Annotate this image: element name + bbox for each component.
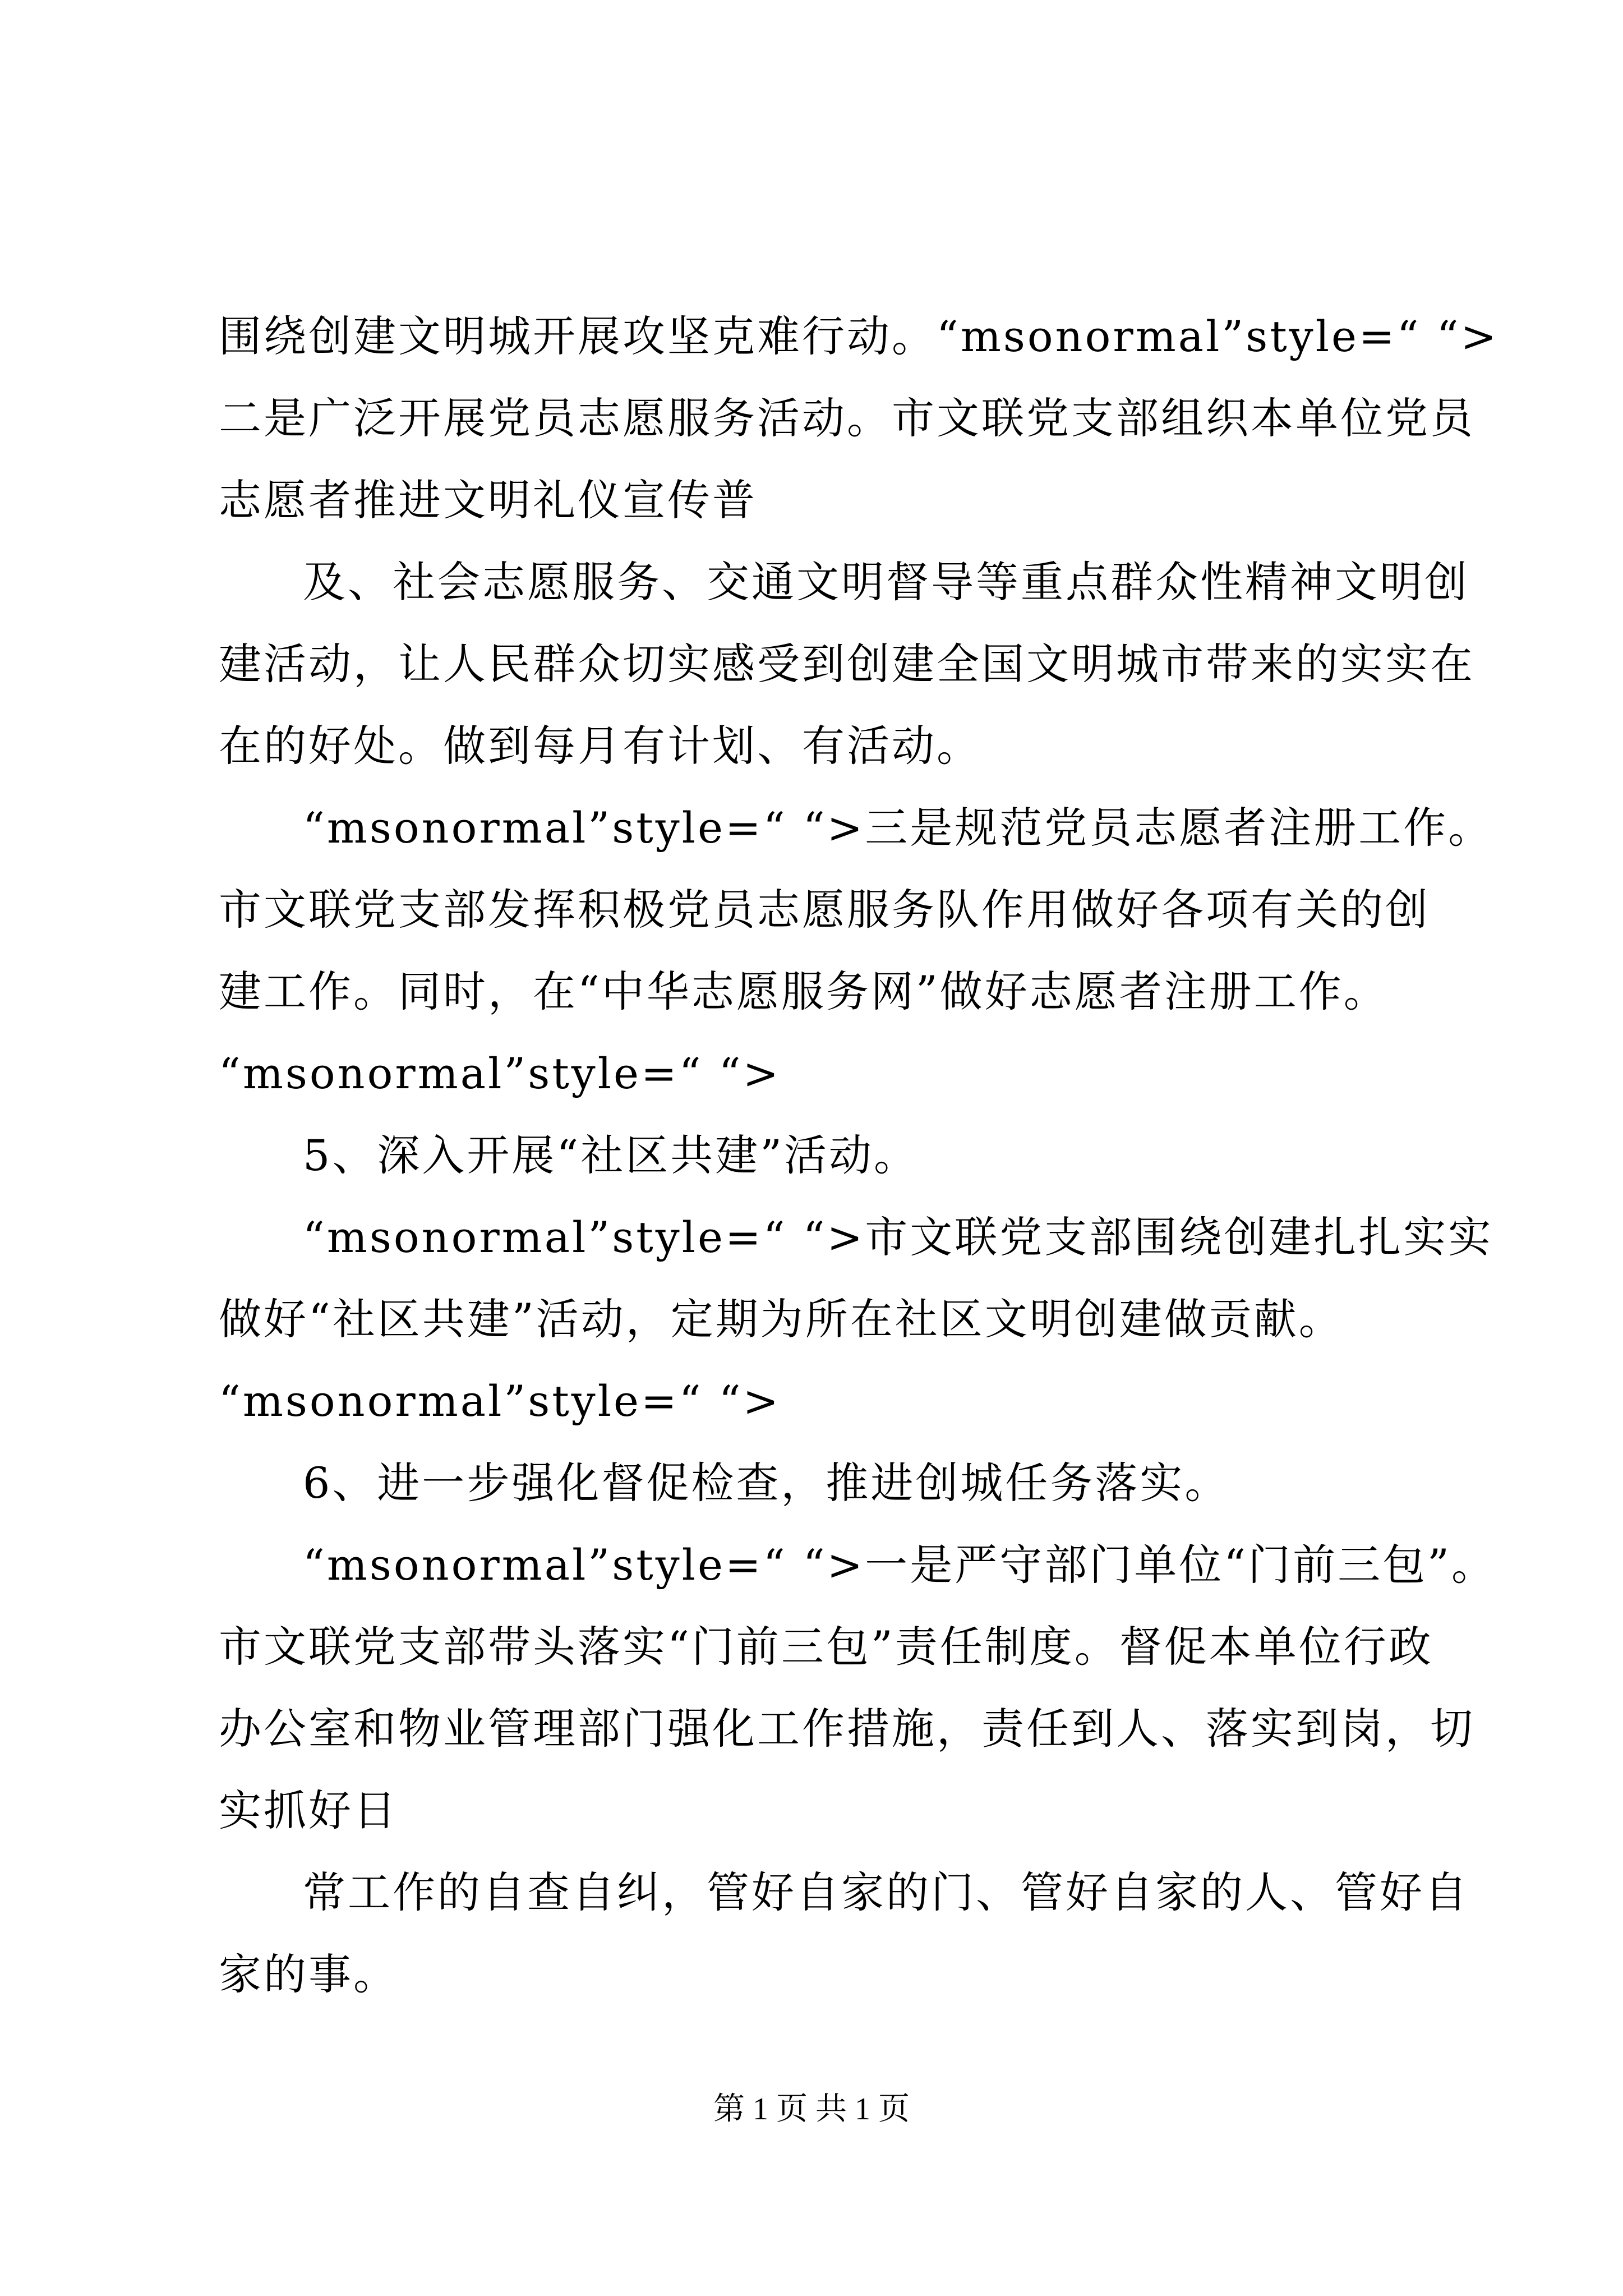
text-line: 建工作。同时，在“中华志愿服务网”做好志愿者注册工作。 (219, 967, 1389, 1016)
text-line: 6、进一步强化督促检查，推进创城任务落实。 (303, 1458, 1230, 1508)
text-line: 家的事。 (219, 1949, 398, 1999)
text-line: 5、深入开展“社区共建”活动。 (303, 1130, 919, 1180)
text-line: 市文联党支部发挥积极党员志愿服务队作用做好各项有关的创 (219, 885, 1430, 935)
text-line: 志愿者推进文明礼仪宣传普 (219, 475, 757, 525)
text-line: “msonormal”style=“ “> (219, 1048, 781, 1098)
text-line: 实抓好日 (219, 1786, 398, 1835)
text-line: 常工作的自查自纠，管好自家的门、管好自家的人、管好自 (303, 1867, 1469, 1917)
text-line: 二是广泛开展党员志愿服务活动。市文联党支部组织本单位党员 (219, 393, 1475, 443)
text-line: 在的好处。做到每月有计划、有活动。 (219, 721, 981, 771)
text-line: 市文联党支部带头落实“门前三包”责任制度。督促本单位行政 (219, 1622, 1433, 1672)
text-line: 及、社会志愿服务、交通文明督导等重点群众性精神文明创 (303, 557, 1469, 607)
text-line: 建活动，让人民群众切实感受到创建全国文明城市带来的实实在 (219, 639, 1475, 689)
text-line: 做好“社区共建”活动，定期为所在社区文明创建做贡献。 (219, 1294, 1344, 1344)
text-line: 围绕创建文明城开展攻坚克难行动。“msonormal”style=“ “> (219, 311, 1499, 361)
text-line: “msonormal”style=“ “>市文联党支部围绕创建扎扎实实 (303, 1212, 1493, 1262)
page-number-footer: 第 1 页 共 1 页 (713, 2092, 910, 2127)
text-line: “msonormal”style=“ “> (219, 1376, 781, 1426)
text-line: “msonormal”style=“ “>一是严守部门单位“门前三包”。 (303, 1540, 1496, 1590)
text-line: 办公室和物业管理部门强化工作措施，责任到人、落实到岗，切 (219, 1704, 1475, 1754)
text-line: “msonormal”style=“ “>三是规范党员志愿者注册工作。 (303, 803, 1493, 853)
